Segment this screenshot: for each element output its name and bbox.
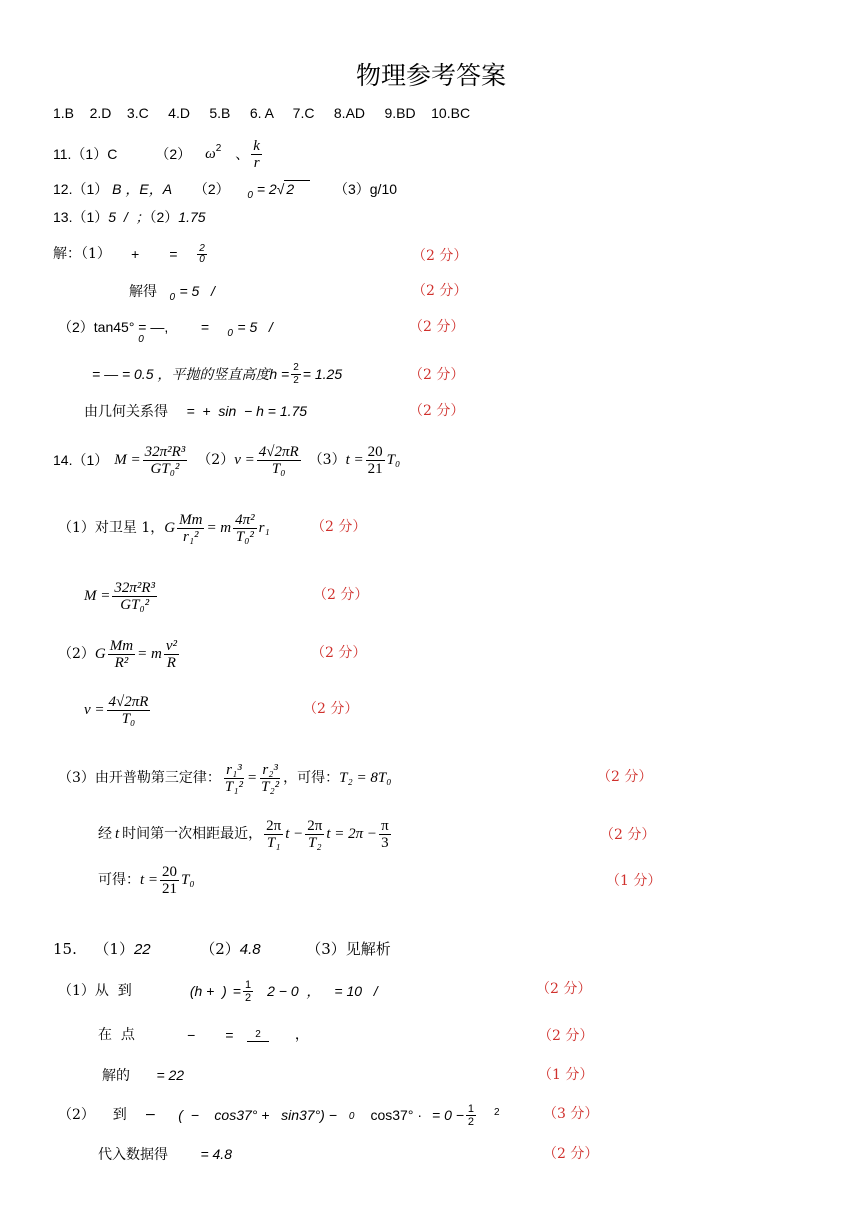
q15-score4: （3 分）: [543, 1106, 599, 1122]
q15-l1-a: （1）从 到: [58, 983, 132, 999]
q14-l6-t: t: [115, 826, 120, 842]
q15-l5-a: 代入数据得: [98, 1147, 168, 1163]
q13-frac-sub: 0: [199, 253, 205, 265]
q14-vfrac-den: T₀: [271, 460, 286, 477]
q13-l4-h: h =: [269, 366, 290, 382]
q13-l3-eq: =: [200, 319, 209, 335]
q13-eq: =: [169, 246, 178, 262]
q14-l4-v: v =: [84, 702, 105, 718]
q14-vfrac-num: 4√2πR: [258, 443, 299, 460]
q13-plus: +: [130, 246, 140, 262]
q13-l2-sub: 0: [169, 291, 176, 303]
q14-l7-d: 21: [162, 880, 178, 897]
q14-l7-n: 20: [162, 863, 178, 880]
q13-frac: [197, 244, 207, 265]
q12-root: 2: [284, 180, 310, 197]
q14-l4-frac: [107, 694, 151, 727]
q15-score1: （2 分）: [536, 981, 592, 997]
q15-l3-a: 解的: [102, 1068, 130, 1084]
q14-tfrac: [366, 444, 385, 477]
q11-omega-exp: 2: [215, 143, 222, 154]
q14-l1-d1: r₁²: [182, 528, 199, 545]
q14-line5: [58, 756, 391, 800]
q15-l4-a: （2） 到 −: [58, 1107, 157, 1123]
q11-k: k: [253, 137, 260, 154]
q14-score7: （1 分）: [606, 873, 662, 889]
q14-l5-b: ，可得：: [283, 770, 340, 786]
q13-score1: （2 分）: [412, 248, 468, 264]
q14-l3-frac1: [108, 638, 135, 671]
q11-sep: 、: [235, 146, 250, 162]
q14-l4-d: T₀: [121, 710, 136, 727]
q15-l4-c: cos37° ·: [370, 1107, 422, 1123]
q14-l5-n1: r₁³: [226, 761, 242, 778]
q13-p1: 13.（1）: [53, 209, 109, 225]
q14-l3-n2: v²: [165, 637, 177, 654]
q13-l4-den: 2: [293, 374, 299, 386]
q12-line: [53, 180, 397, 205]
q14-l6-b: 时间第一次相距最近，: [122, 826, 263, 842]
q14-line6: [98, 812, 393, 856]
q15-l1-d: 2: [244, 991, 252, 1004]
q15-l2-n: 2: [247, 1029, 269, 1042]
q14-l3-d1: R²: [114, 654, 129, 671]
q15-l5-b: = 4.8: [200, 1146, 232, 1162]
q12-sqrt-icon: √: [276, 181, 285, 197]
q15-l4-sub: 0: [348, 1111, 355, 1122]
q14-l1-r1: r₁: [258, 520, 270, 536]
q14-l5-n2: r₂³: [262, 761, 278, 778]
q14-l7-frac: [160, 864, 179, 897]
q13-l4-val: = 1.25: [302, 366, 343, 382]
q13-header: [53, 208, 206, 226]
q14-l5-frac2: [259, 762, 281, 795]
q13-l2-val: = 5 /: [179, 283, 215, 299]
q12-eq: = 2: [256, 181, 277, 197]
q12-part2: （2）: [193, 181, 230, 197]
q14-header: [53, 438, 400, 482]
q13-line1: [53, 242, 209, 266]
q14-l6-a: 经: [98, 826, 112, 842]
q13-l3-sub: 0: [138, 333, 144, 345]
q14-l1-d2: T₀²: [235, 528, 254, 545]
q13-l3-val: = 5 /: [237, 319, 273, 335]
q14-vfrac: [257, 444, 301, 477]
q14-line4: [84, 688, 152, 732]
q14-l6-t2: t = 2π −: [326, 826, 378, 842]
q14-l6-frac1: [264, 818, 283, 851]
q15-l1-b: (h + ): [189, 983, 227, 999]
q14-Mfrac-num: 32π²R³: [144, 443, 186, 460]
q13-l2-text: 解得: [129, 284, 157, 300]
q14-l1-n1: Mm: [179, 511, 203, 528]
q14-l6-n3: π: [381, 817, 389, 834]
q14-line1: [58, 506, 270, 550]
q14-line3: [58, 632, 181, 676]
q13-p2: （2）: [149, 209, 179, 225]
q11-fraction: [251, 138, 262, 171]
q14-l2-n: 32π²R³: [114, 579, 156, 596]
q15-line2: [98, 1018, 309, 1052]
q14-l1-frac2: [233, 512, 257, 545]
q13-l5-text: 由几何关系得: [84, 404, 168, 420]
q12-part1: 12.（1）: [53, 181, 109, 197]
q15-l1-c: =: [232, 983, 241, 999]
q15-l4-den: 2: [467, 1115, 475, 1128]
q13-l4-frac: [291, 362, 301, 387]
q14-line2: [84, 574, 159, 618]
q11-line: [53, 134, 264, 174]
q14-l5-d2: T₂²: [261, 778, 280, 795]
q13-jie: 解：（1）: [53, 246, 111, 262]
q14-num: 14.（1）: [53, 452, 109, 468]
q15-l4-b: ( − cos37° + sin37°) −: [178, 1107, 337, 1123]
q14-l5-a: （3）由开普勒第三定律：: [58, 770, 221, 786]
q15-l2-c: =: [225, 1027, 234, 1043]
q15-num: 15.: [53, 940, 77, 958]
q15-p1: （1）: [94, 940, 134, 958]
q13-score2: （2 分）: [412, 283, 468, 299]
q14-l6-frac3: [379, 818, 391, 851]
q15-l4-frac: [466, 1103, 476, 1128]
q14-l2-M: M =: [84, 588, 111, 604]
q15-p3: （3）见解析: [306, 940, 391, 958]
q11-part2: （2）: [155, 146, 192, 162]
q14-l3-d2: R: [166, 654, 176, 671]
q14-l7-t: t =: [140, 872, 159, 888]
q13-frac-exp: 2: [199, 242, 205, 254]
q13-l5-expr: = + sin − h = 1.75: [186, 403, 308, 419]
q13-line3: [58, 318, 273, 343]
q14-score3: （2 分）: [311, 645, 367, 661]
q14-l7-T0: T₀: [181, 872, 195, 888]
q14-l3-G: G: [94, 646, 106, 662]
q14-tfrac-num: 20: [367, 443, 383, 460]
q15-l1-f: = 10 /: [334, 983, 378, 999]
q15-score3: （1 分）: [538, 1067, 594, 1083]
q11-omega: ω: [205, 146, 216, 162]
q14-l6-t1: t −: [285, 826, 304, 842]
mc-answers: 1.B 2.D 3.C 4.D 5.B 6. A 7.C 8.AD 9.BD 10.BC: [53, 105, 471, 121]
q14-score5: （2 分）: [597, 769, 653, 785]
q13-v2: 1.75: [178, 209, 206, 225]
q14-Mfrac: [143, 444, 188, 477]
q15-l4-d: = 0 −: [432, 1107, 464, 1123]
q14-Mfrac-den: GT₀²: [150, 460, 180, 477]
q14-l5-d1: T₁²: [224, 778, 243, 795]
q14-l1-n2: 4π²: [235, 511, 255, 528]
q14-l4-n: 4√2πR: [108, 693, 149, 710]
q14-l6-n2: 2π: [307, 817, 323, 834]
q11-part1: 11.（1）C: [53, 146, 118, 162]
q14-l6-d1: T₁: [266, 834, 281, 851]
q14-tfrac-den: 21: [367, 460, 383, 477]
q14-M: M =: [114, 452, 141, 468]
q13-line5: [84, 402, 307, 421]
q14-l2-frac: [112, 580, 157, 613]
q14-l3-n1: Mm: [109, 637, 134, 654]
q15-l4-e: 2: [494, 1107, 500, 1118]
q13-score3: （2 分）: [409, 319, 465, 335]
q13-l4-a: = — = 0.5 ，平抛的竖直高度: [92, 366, 270, 382]
q15-line5: [98, 1145, 232, 1164]
q15-l2-e: ，: [294, 1027, 309, 1043]
q15-line3: [102, 1066, 184, 1085]
q15-l1-e: 2 − 0 ，: [267, 983, 321, 999]
q15-l2-b: −: [186, 1027, 196, 1043]
q15-l2-a: 在 点: [98, 1027, 135, 1043]
q13-line4: [92, 356, 342, 392]
q13-line2: [129, 282, 215, 307]
q14-p3: （3）: [308, 452, 346, 468]
q14-p2: （2）: [197, 452, 235, 468]
page-title: 物理参考答案: [356, 61, 507, 90]
q15-l2-frac: [247, 1029, 269, 1042]
q14-l3-frac2: [164, 638, 179, 671]
q15-score2: （2 分）: [538, 1028, 594, 1044]
q15-p2: （2）: [200, 940, 240, 958]
q11-r: r: [253, 154, 260, 171]
q13-v1: 5 / ；: [108, 209, 150, 225]
q15-line4: [58, 1098, 500, 1132]
q14-l6-d3: 3: [381, 834, 389, 851]
q14-l6-frac2: [305, 818, 324, 851]
q14-score6: （2 分）: [600, 827, 656, 843]
q15-v1: 22: [133, 941, 151, 958]
q14-l5-frac1: [223, 762, 245, 795]
q14-line7: [98, 858, 195, 902]
q14-score4: （2 分）: [303, 701, 359, 717]
q14-l2-d: GT₀²: [120, 596, 150, 613]
q14-l1-eq: = m: [206, 520, 232, 536]
q14-t: t =: [345, 452, 364, 468]
q14-score1: （2 分）: [311, 519, 367, 535]
q14-score2: （2 分）: [313, 587, 369, 603]
q15-l1-n: 1: [244, 978, 252, 991]
q12-order: B ，E，A: [112, 181, 173, 197]
q14-l5-eq: =: [246, 770, 258, 786]
q14-l3-eq: = m: [137, 646, 162, 662]
q14-l1-a: （1）对卫星 1，: [58, 520, 165, 536]
q14-l6-d2: T₂: [308, 834, 322, 851]
q14-l1-frac1: [177, 512, 204, 545]
q12-sub0: 0: [247, 189, 253, 201]
q13-l3-text: （2）tan45° = —,: [58, 319, 169, 335]
q15-l1-frac: [243, 979, 253, 1004]
q15-l3-b: = 22: [156, 1067, 185, 1083]
q15-v2: 4.8: [239, 941, 261, 958]
q14-v: v =: [234, 452, 255, 468]
q13-score4: （2 分）: [409, 367, 465, 383]
q13-score5: （2 分）: [409, 403, 465, 419]
q14-l3-a: （2）: [58, 646, 95, 662]
q15-score5: （2 分）: [543, 1146, 599, 1162]
q14-l1-G: G: [164, 520, 176, 536]
q15-l4-n: 1: [467, 1102, 475, 1115]
q14-l7-a: 可得：: [98, 872, 140, 888]
q12-part3: （3）g/10: [333, 181, 398, 197]
q15-header: [53, 940, 391, 959]
q13-l4-num: 2: [293, 361, 299, 373]
q15-line1: [58, 974, 378, 1008]
q13-l3-sub2: 0: [227, 327, 233, 339]
q14-l5-res: T₂ = 8T₀: [339, 770, 392, 786]
q14-l6-n1: 2π: [266, 817, 282, 834]
q14-T0: T₀: [386, 452, 401, 468]
